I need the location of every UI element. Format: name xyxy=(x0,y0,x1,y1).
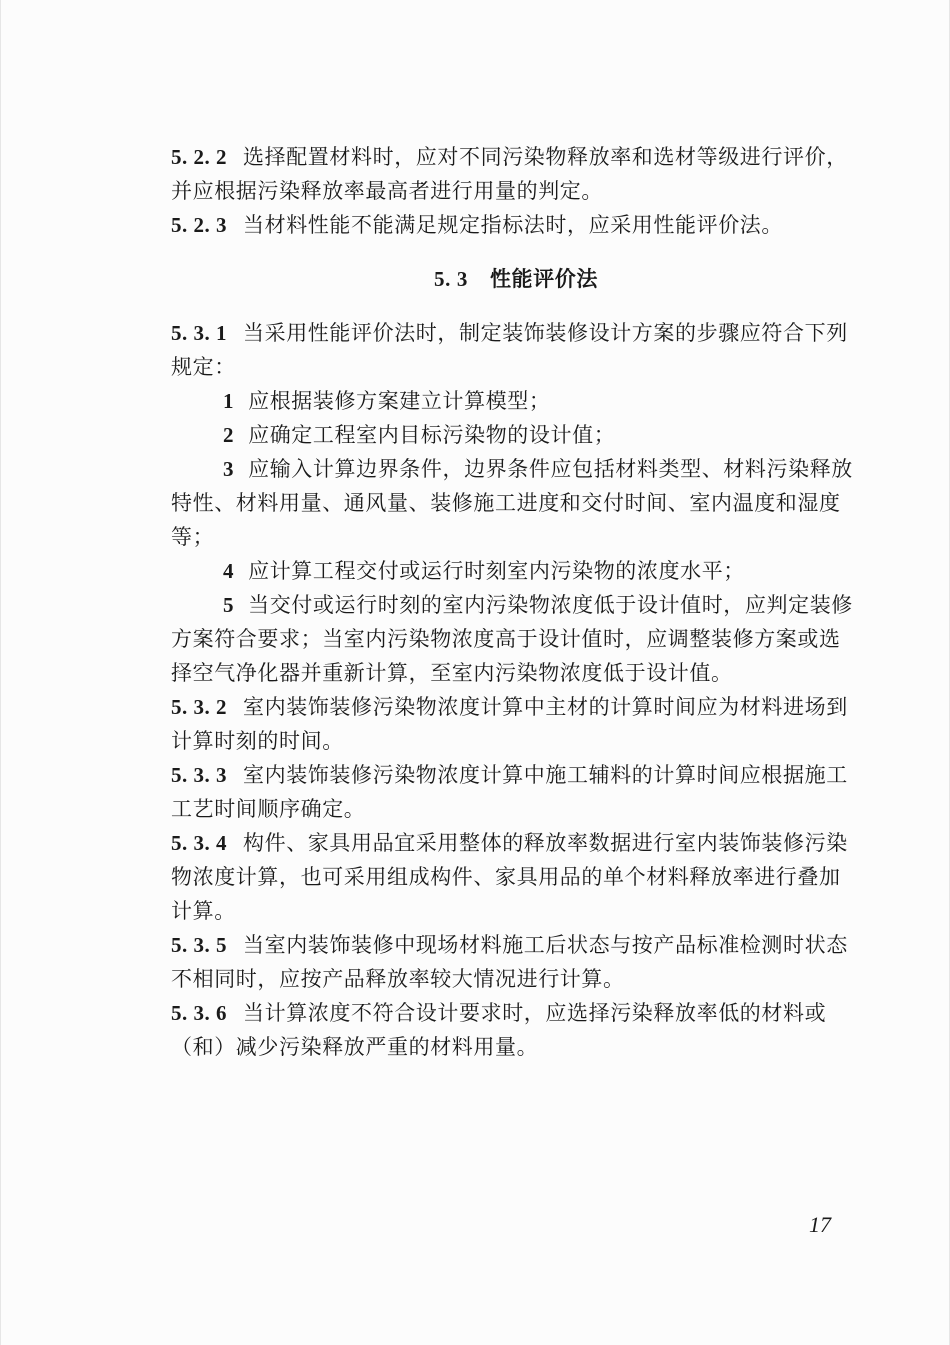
clause-text: 当材料性能不能满足规定指标法时，应采用性能评价法。 xyxy=(243,213,783,237)
item-number: 2 xyxy=(223,423,235,447)
clause-text: 当室内装饰装修中现场材料施工后状态与按产品标准检测时状态不相同时，应按产品释放率较大情况进行计算。 xyxy=(171,933,848,991)
item-text: 应根据装修方案建立计算模型； xyxy=(248,389,551,413)
clause-number: 5. 3. 4 xyxy=(171,831,227,855)
clause-number: 5. 2. 2 xyxy=(171,145,227,169)
clause-5-3-3 xyxy=(171,758,861,826)
clause-5-3-2 xyxy=(171,690,861,758)
list-item xyxy=(171,554,861,588)
clause-5-2-2 xyxy=(171,140,861,208)
item-text: 应确定工程室内目标污染物的设计值； xyxy=(248,423,616,447)
clause-text: 室内装饰装修污染物浓度计算中施工辅料的计算时间应根据施工工艺时间顺序确定。 xyxy=(171,763,848,821)
clause-5-3-1 xyxy=(171,316,861,384)
clause-number: 5. 3. 1 xyxy=(171,321,227,345)
clause-number: 5. 3. 3 xyxy=(171,763,227,787)
clause-number: 5. 3. 2 xyxy=(171,695,227,719)
clause-5-3-5 xyxy=(171,928,861,996)
list-item xyxy=(171,452,861,554)
clause-text: 室内装饰装修污染物浓度计算中主材的计算时间应为材料进场到计算时刻的时间。 xyxy=(171,695,848,753)
clause-5-3-6 xyxy=(171,996,861,1064)
page-content xyxy=(171,140,861,1064)
section-number: 5. 3 xyxy=(434,267,468,291)
item-number: 1 xyxy=(223,389,235,413)
clause-number: 5. 2. 3 xyxy=(171,213,227,237)
clause-5-2-3 xyxy=(171,208,861,242)
item-text: 应输入计算边界条件，边界条件应包括材料类型、材料污染释放特性、材料用量、通风量、装修施工进度和交付时间、室内温度和湿度等； xyxy=(171,457,853,549)
section-title-text: 性能评价法 xyxy=(489,267,598,291)
clause-text: 当采用性能评价法时，制定装饰装修设计方案的步骤应符合下列规定： xyxy=(171,321,848,379)
clause-number: 5. 3. 6 xyxy=(171,1001,227,1025)
clause-5-3-4 xyxy=(171,826,861,928)
section-heading xyxy=(171,262,861,296)
clause-text: 当计算浓度不符合设计要求时，应选择污染释放率低的材料或（和）减少污染释放严重的材料用量。 xyxy=(171,1001,827,1059)
clause-number: 5. 3. 5 xyxy=(171,933,227,957)
page-number: 17 xyxy=(809,1212,831,1237)
item-text: 当交付或运行时刻的室内污染物浓度低于设计值时，应判定装修方案符合要求；当室内污染物浓度高于设计值时，应调整装修方案或选择空气净化器并重新计算，至室内污染物浓度低于设计值。 xyxy=(171,593,853,685)
item-number: 5 xyxy=(223,593,235,617)
list-item xyxy=(171,384,861,418)
item-text: 应计算工程交付或运行时刻室内污染物的浓度水平； xyxy=(248,559,745,583)
clause-text: 选择配置材料时，应对不同污染物释放率和选材等级进行评价，并应根据污染释放率最高者进行用量的判定。 xyxy=(171,145,848,203)
item-number: 3 xyxy=(223,457,235,481)
clause-text: 构件、家具用品宜采用整体的释放率数据进行室内装饰装修污染物浓度计算，也可采用组成构件、家具用品的单个材料释放率进行叠加计算。 xyxy=(171,831,848,923)
list-item xyxy=(171,588,861,690)
item-number: 4 xyxy=(223,559,235,583)
list-item xyxy=(171,418,861,452)
